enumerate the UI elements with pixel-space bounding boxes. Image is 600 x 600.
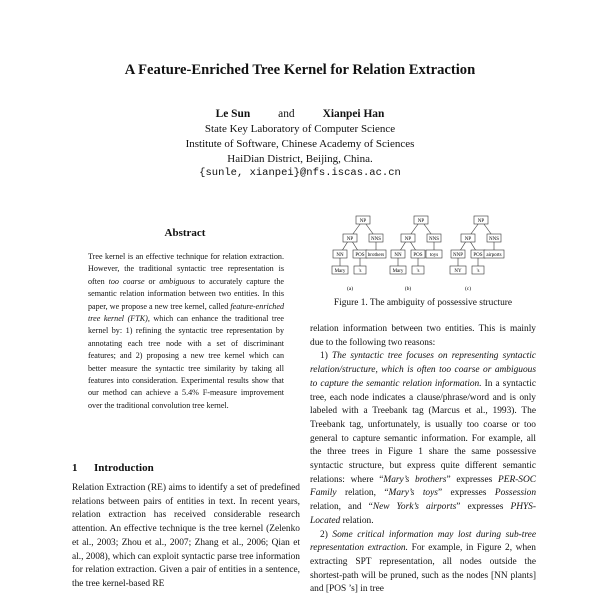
intro-body: [72, 482, 300, 592]
text-run: For example, in Figure 2, when extracting SPT representation, all nodes outside the shortest-path will be pruned, such as the nodes [NN plants] and [POS ’s] in tree: [310, 543, 536, 595]
author-and: and: [278, 108, 295, 120]
node-label: airports: [486, 253, 502, 258]
tree-c: [450, 216, 504, 292]
abstract-heading: Abstract: [164, 227, 206, 239]
tree-b: [390, 216, 442, 292]
text-em: Mary’s brothers: [383, 474, 447, 485]
text-em: New York’s airports: [372, 502, 457, 513]
node-label: 's: [476, 269, 480, 274]
text-em: PER-SOC Family: [310, 474, 536, 499]
intro-paragraph: Relation Extraction (RE) aims to identify a set of predefined relations between pairs of entities in text. In recent years, relation extraction has received considerable research attention. An effective technique is the tree kernel (Zelenko et al., 2003; Zhou et al., 2007; Zhang et al., 2006; Qian et al., 2008), which can exploit syntactic parse tree information for relation extraction. Given a pair of entities in a sentence, the tree kernel-based RE: [72, 483, 300, 589]
node-label: Mary: [334, 269, 346, 274]
node-label: POS: [355, 253, 365, 258]
text-run: ” expresses: [437, 488, 495, 499]
node-label: NP: [346, 237, 354, 242]
text-run: relation.: [340, 515, 374, 526]
node-label: brothers: [367, 253, 385, 258]
text-em: Some critical information may lost during sub-tree representation extraction.: [310, 529, 537, 554]
tree-a: [332, 216, 386, 292]
text-em: Mary’s toys: [388, 488, 438, 499]
node-label: toys: [429, 253, 439, 258]
text-run: 1): [320, 351, 333, 362]
text-run: relation, “: [336, 488, 389, 499]
node-label: NP: [359, 219, 367, 224]
section-number: 1: [72, 462, 78, 474]
node-label: NP: [477, 219, 485, 224]
sublabel: (a): [346, 286, 354, 292]
node-label: NNS: [488, 237, 500, 242]
sublabel: (c): [464, 286, 472, 292]
section-heading: [72, 462, 154, 474]
text-run: ” expresses: [456, 502, 511, 513]
author-2: Xianpei Han: [322, 108, 385, 120]
node-label: NN: [394, 253, 402, 258]
node-label: 's: [358, 269, 362, 274]
paper-title: A Feature-Enriched Tree Kernel for Relation Extraction: [124, 62, 476, 78]
node-label: POS: [473, 253, 483, 258]
text-run: In a syntactic tree, each node indicates a clause/phrase/word and is only labeled with a Treebank tag (Marcus et al., 1993). The Treebank tag, unfortunately, is usually too coarse or too general to capture semantic information. For example, all the three trees in Figure 1 share the same possessive syntactic structure, but express quite different semantic relations: where “: [310, 378, 536, 485]
abstract-em: ambiguous: [159, 276, 195, 286]
node-label: NY: [454, 269, 462, 274]
node-label: NN: [336, 253, 344, 258]
node-label: NNS: [370, 237, 382, 242]
node-label: 's: [416, 269, 420, 274]
author-email: {sunle, xianpei}@nfs.iscas.ac.cn: [199, 167, 401, 179]
node-label: POS: [413, 253, 423, 258]
affiliation-line-3: HaiDian District, Beijing, China.: [227, 153, 373, 165]
abstract-text: to accurately capture the semantic relation information between two entities. In this paper, we propose a new tree kernel, called: [88, 276, 284, 311]
text-em: Possession: [494, 488, 537, 499]
abstract-text: Tree kernel is an effective technique for relation extraction. However, the traditional syntactic tree representation is often: [88, 252, 284, 286]
affiliation-line-2: Institute of Software, Chinese Academy of Sciences: [185, 138, 415, 150]
text-em: The syntactic tree focuses on representing syntactic relation/structure, which is often too coarse or ambiguous to capture the semantic relation information.: [310, 351, 536, 389]
text-run: relation, and “: [310, 502, 373, 513]
abstract-text: or: [144, 276, 160, 286]
abstract-text: , which can enhance the traditional tree kernel by: 1) refining the syntactic tree representation by annotating each tree node with a set of discriminant features; and 2) proposing a new tree kernel which can better measure the syntactic tree similarity by taking all features into consideration. Experimental results show that our method can achieve a 5.4% F-measure improvement over the traditional convolution tree kernel.: [88, 314, 285, 410]
paragraph: [310, 350, 536, 528]
node-label: Mary: [392, 269, 404, 274]
abstract-em: feature-enriched tree kernel (FTK): [88, 301, 284, 324]
node-label: NNP: [452, 253, 464, 258]
right-column-body: [310, 323, 536, 597]
text-em: PHYS-Located: [310, 502, 536, 526]
section-title: Introduction: [94, 462, 154, 474]
affiliation-line-1: State Key Laboratory of Computer Science: [204, 123, 396, 135]
text-run: 2): [320, 529, 333, 540]
paragraph: [310, 529, 536, 598]
node-label: NP: [417, 219, 425, 224]
author-1: Le Sun: [215, 108, 251, 120]
sublabel: (b): [404, 286, 412, 292]
authors: [0, 108, 600, 120]
node-label: NP: [404, 237, 412, 242]
text-run: ” expresses: [446, 474, 498, 485]
abstract-em: too coarse: [108, 276, 145, 286]
node-label: NP: [464, 237, 472, 242]
figure-caption: Figure 1. The ambiguity of possessive structure: [333, 298, 513, 308]
node-label: NNS: [428, 237, 440, 242]
paragraph: relation information between two entities. This is mainly due to the following two reasons:: [310, 324, 536, 348]
abstract-body: [88, 251, 284, 412]
